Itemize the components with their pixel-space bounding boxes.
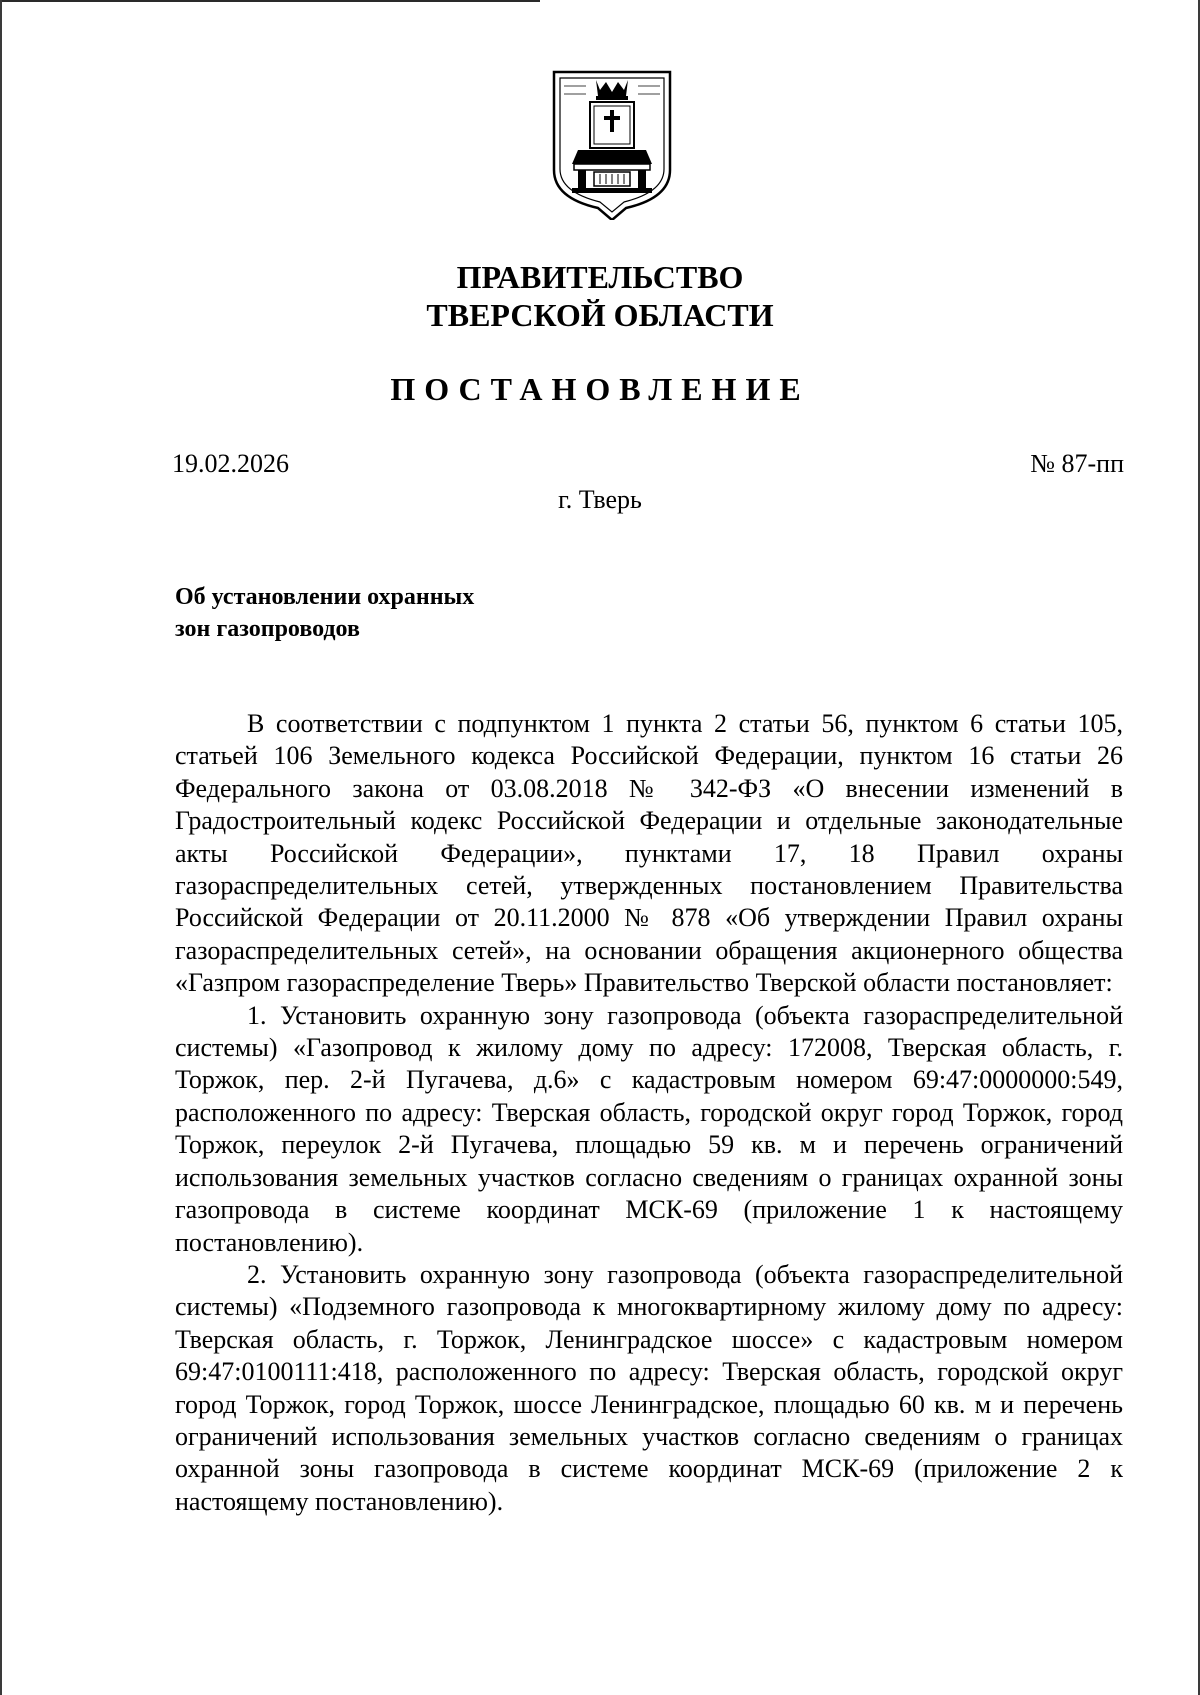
subject-line-2: зон газопроводов: [175, 616, 360, 642]
preamble-paragraph: В соответствии с подпунктом 1 пункта 2 статьи 56, пунктом 6 статьи 105, статьей 106 Земельного кодекса Российской Федерации, пунктом 16 статьи 26 Федерального закона от 03.08.2018 № 342-ФЗ «О внесении изменений в Градостроительный кодекс Российской Федерации и отдельные законодательные акты Российской Федерации», пунктами 17, 18 Правил охраны газораспределительных сетей, утвержденных постановлением Правительства Российской Федерации от 20.11.2000 № 878 «Об утверждении Правил охраны газораспределительных сетей», на основании обращения акционерного общества «Газпром газораспределение Тверь» Правительство Тверской области постановляет:: [175, 709, 1123, 998]
government-title-line2: ТВЕРСКОЙ ОБЛАСТИ: [426, 297, 774, 333]
clause-2-paragraph: 2. Установить охранную зону газопровода (объекта газораспределительной системы) «Подземного газопровода к многоквартирному жилому дому по адресу: Тверская область, г. Торжок, Ленинградское шоссе» с кадастровым номером 69:47:0100111:418, расположенного по адресу: Тверская область, городской округ город Торжок, город Торжок, шоссе Ленинградское, площадью 60 кв. м и перечень ограничений использования земельных участков согласно сведениям о границах охранной зоны газопровода в системе координат МСК-69 (приложение 2 к настоящему постановлению).: [175, 1259, 1123, 1516]
scan-border-left: [0, 0, 2, 1695]
tver-coat-of-arms-icon: [550, 70, 674, 220]
document-subject: [175, 581, 474, 645]
document-type-title: ПОСТАНОВЛЕНИЕ: [390, 371, 810, 407]
document-number: № 87-пп: [1030, 449, 1124, 478]
subject-line-1: Об установлении охранных: [175, 584, 475, 610]
clause-1-paragraph: 1. Установить охранную зону газопровода (объекта газораспределительной системы) «Газопровод к жилому дому по адресу: 172008, Тверская область, г. Торжок, пер. 2-й Пугачева, д.6» с кадастровым номером 69:47:0000000:549, расположенного по адресу: Тверская область, городской округ город Торжок, город Торжок, переулок 2-й Пугачева, площадью 59 кв. м и перечень ограничений использования земельных участков согласно сведениям о границах охранной зоны газопровода в системе координат МСК-69 (приложение 1 к настоящему постановлению).: [175, 1000, 1123, 1257]
document-city: г. Тверь: [558, 485, 642, 514]
document-body: [175, 708, 1123, 1518]
government-title-line1: ПРАВИТЕЛЬСТВО: [456, 259, 744, 295]
document-date: 19.02.2026: [172, 449, 289, 478]
scan-border-top: [0, 0, 540, 2]
